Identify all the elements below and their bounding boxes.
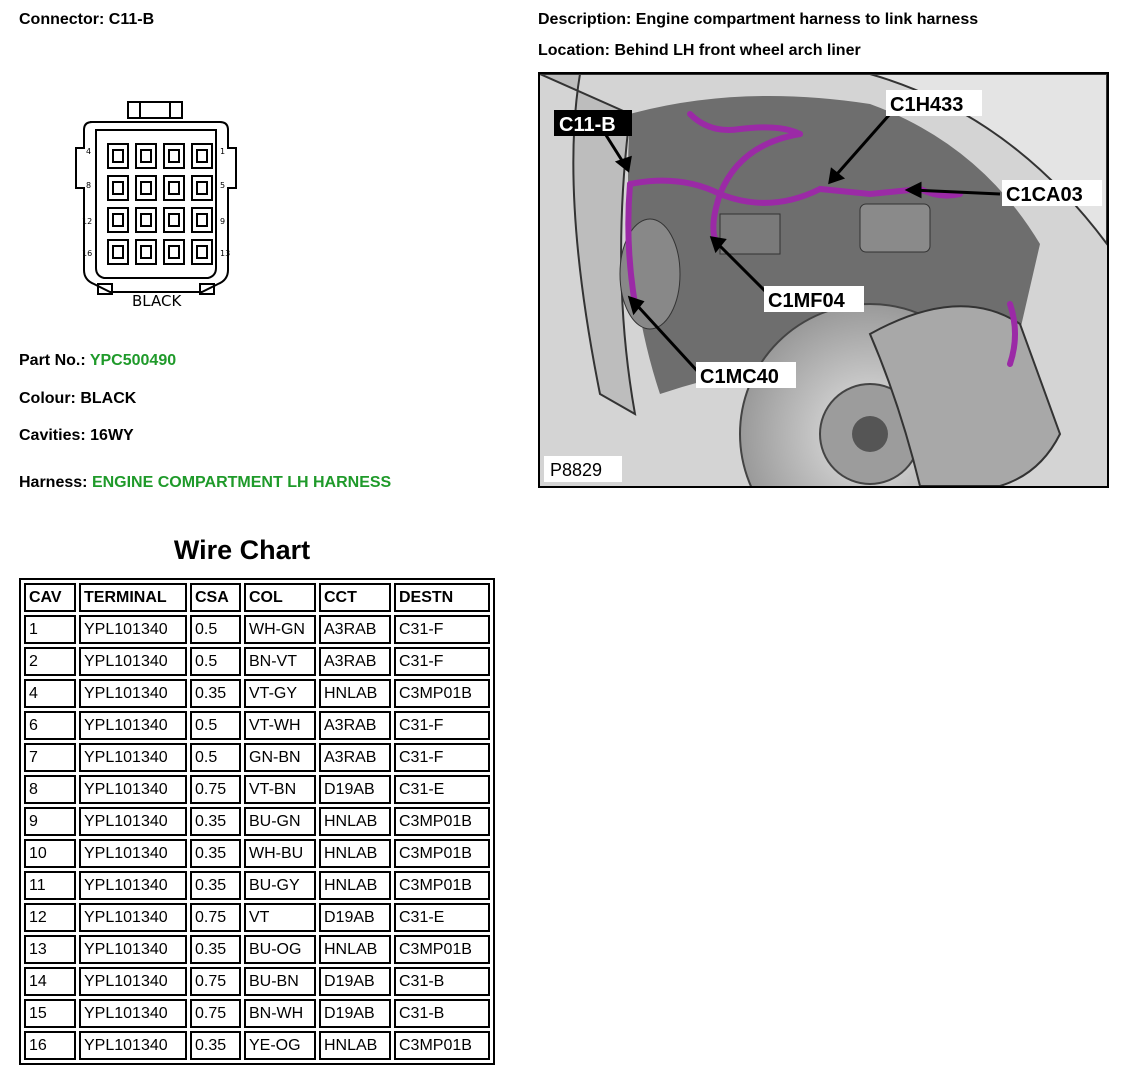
cell-csa: 0.5 xyxy=(190,615,241,644)
part-number: Part No.: YPC500490 xyxy=(19,352,177,369)
cell-csa: 0.5 xyxy=(190,743,241,772)
cell-csa: 0.35 xyxy=(190,871,241,900)
cell-cav: 4 xyxy=(24,679,76,708)
column-header-csa: CSA xyxy=(190,583,241,612)
cell-cav: 7 xyxy=(24,743,76,772)
cell-terminal: YPL101340 xyxy=(79,999,187,1028)
table-row xyxy=(24,1031,490,1060)
cavity xyxy=(192,240,212,264)
cell-destn: C31-F xyxy=(394,615,490,644)
pin-number: 4 xyxy=(86,147,92,156)
cavity xyxy=(136,240,156,264)
cell-terminal: YPL101340 xyxy=(79,711,187,740)
cell-terminal: YPL101340 xyxy=(79,615,187,644)
cavity xyxy=(192,208,212,232)
cavity xyxy=(192,144,212,168)
column-header-terminal: TERMINAL xyxy=(79,583,187,612)
cell-destn: C3MP01B xyxy=(394,679,490,708)
table-header-row xyxy=(24,583,490,612)
cavity-terminal xyxy=(197,182,207,194)
pin-number: 12 xyxy=(82,217,93,226)
cavity-terminal xyxy=(141,246,151,258)
cavity-terminal xyxy=(197,246,207,258)
table-row xyxy=(24,839,490,868)
column-header-cav: CAV xyxy=(24,583,76,612)
figure-id: P8829 xyxy=(550,460,603,480)
cavity xyxy=(136,208,156,232)
cell-col: BN-VT xyxy=(244,647,316,676)
cell-destn: C3MP01B xyxy=(394,1031,490,1060)
cavity xyxy=(164,240,184,264)
cell-cct: HNLAB xyxy=(319,935,391,964)
column-header-col: COL xyxy=(244,583,316,612)
connector-title: Connector: C11-B xyxy=(19,11,155,28)
cell-destn: C31-B xyxy=(394,999,490,1028)
cell-cct: HNLAB xyxy=(319,871,391,900)
location: Location: Behind LH front wheel arch liner xyxy=(538,42,861,59)
cell-cct: HNLAB xyxy=(319,1031,391,1060)
cell-destn: C31-F xyxy=(394,711,490,740)
cell-cav: 13 xyxy=(24,935,76,964)
wheel-arch-illustration xyxy=(540,74,1107,486)
harness: Harness: ENGINE COMPARTMENT LH HARNESS xyxy=(19,474,392,491)
cell-cct: HNLAB xyxy=(319,839,391,868)
cell-cav: 6 xyxy=(24,711,76,740)
pin-number: 5 xyxy=(220,181,226,190)
cavity-terminal xyxy=(169,150,179,162)
cell-destn: C3MP01B xyxy=(394,935,490,964)
colour-value: BLACK xyxy=(80,390,137,407)
callout-label: C11-B xyxy=(559,114,616,136)
column-header-destn: DESTN xyxy=(394,583,490,612)
cell-destn: C3MP01B xyxy=(394,871,490,900)
cell-cct: A3RAB xyxy=(319,743,391,772)
cell-cav: 14 xyxy=(24,967,76,996)
cell-cct: D19AB xyxy=(319,775,391,804)
cell-col: YE-OG xyxy=(244,1031,316,1060)
cavity-terminal xyxy=(141,214,151,226)
cavity xyxy=(136,144,156,168)
cavity xyxy=(108,208,128,232)
cavity-terminal xyxy=(169,246,179,258)
cell-destn: C31-E xyxy=(394,903,490,932)
cavity xyxy=(108,176,128,200)
cell-col: VT xyxy=(244,903,316,932)
cavities: Cavities: 16WY xyxy=(19,427,134,444)
cell-cct: D19AB xyxy=(319,967,391,996)
cell-cav: 2 xyxy=(24,647,76,676)
cell-cct: A3RAB xyxy=(319,615,391,644)
connector-face-drawing xyxy=(70,100,245,315)
cell-col: BU-OG xyxy=(244,935,316,964)
wire-chart-table xyxy=(19,578,495,1065)
cavity xyxy=(192,176,212,200)
cell-terminal: YPL101340 xyxy=(79,647,187,676)
table-row xyxy=(24,647,490,676)
cell-csa: 0.75 xyxy=(190,967,241,996)
cell-terminal: YPL101340 xyxy=(79,903,187,932)
cell-cct: D19AB xyxy=(319,999,391,1028)
cell-cav: 10 xyxy=(24,839,76,868)
cavity xyxy=(164,176,184,200)
cell-destn: C31-E xyxy=(394,775,490,804)
description-value: Engine compartment harness to link harness xyxy=(635,11,979,28)
location-photo xyxy=(538,72,1109,488)
cell-col: BU-GN xyxy=(244,807,316,836)
column-header-cct: CCT xyxy=(319,583,391,612)
cell-cav: 12 xyxy=(24,903,76,932)
table-row xyxy=(24,999,490,1028)
cell-csa: 0.35 xyxy=(190,1031,241,1060)
cavity xyxy=(108,240,128,264)
cell-cct: HNLAB xyxy=(319,679,391,708)
cell-cct: D19AB xyxy=(319,903,391,932)
cavity-terminal xyxy=(197,214,207,226)
connector-diagram xyxy=(70,100,245,315)
cell-terminal: YPL101340 xyxy=(79,1031,187,1060)
cavity-terminal xyxy=(197,150,207,162)
cell-terminal: YPL101340 xyxy=(79,967,187,996)
wire-chart-title: Wire Chart xyxy=(173,535,311,565)
cell-col: VT-BN xyxy=(244,775,316,804)
cell-col: WH-BU xyxy=(244,839,316,868)
table-row xyxy=(24,903,490,932)
table-row xyxy=(24,871,490,900)
colour: Colour: BLACK xyxy=(19,390,137,407)
cell-col: BU-GY xyxy=(244,871,316,900)
cell-cav: 9 xyxy=(24,807,76,836)
cell-csa: 0.75 xyxy=(190,775,241,804)
cell-terminal: YPL101340 xyxy=(79,743,187,772)
cavity-terminal xyxy=(113,246,123,258)
cell-csa: 0.75 xyxy=(190,999,241,1028)
cavity xyxy=(164,208,184,232)
harness-value: ENGINE COMPARTMENT LH HARNESS xyxy=(91,474,392,491)
pin-number: 16 xyxy=(82,249,93,258)
callout-label: C1H433 xyxy=(890,94,964,116)
cavity xyxy=(164,144,184,168)
cavity-terminal xyxy=(113,182,123,194)
description: Description: Engine compartment harness to link harness xyxy=(538,11,979,28)
cell-col: BU-BN xyxy=(244,967,316,996)
cell-terminal: YPL101340 xyxy=(79,807,187,836)
cavities-value: 16WY xyxy=(90,427,134,444)
cell-csa: 0.35 xyxy=(190,679,241,708)
cell-csa: 0.35 xyxy=(190,839,241,868)
cell-cav: 15 xyxy=(24,999,76,1028)
cell-csa: 0.5 xyxy=(190,647,241,676)
cell-csa: 0.5 xyxy=(190,711,241,740)
cell-csa: 0.35 xyxy=(190,807,241,836)
cell-csa: 0.75 xyxy=(190,903,241,932)
table-row xyxy=(24,775,490,804)
cell-csa: 0.35 xyxy=(190,935,241,964)
cavity-terminal xyxy=(141,150,151,162)
cavity-terminal xyxy=(141,182,151,194)
cell-cct: A3RAB xyxy=(319,711,391,740)
cavity-terminal xyxy=(113,150,123,162)
cell-cav: 16 xyxy=(24,1031,76,1060)
cell-cct: A3RAB xyxy=(319,647,391,676)
cell-terminal: YPL101340 xyxy=(79,775,187,804)
table-row xyxy=(24,743,490,772)
cell-terminal: YPL101340 xyxy=(79,679,187,708)
cavity xyxy=(108,144,128,168)
table-row xyxy=(24,967,490,996)
cell-destn: C3MP01B xyxy=(394,839,490,868)
cell-destn: C31-F xyxy=(394,647,490,676)
pin-number: 8 xyxy=(86,181,92,190)
cell-col: VT-WH xyxy=(244,711,316,740)
connector-colour-label: BLACK xyxy=(132,292,182,310)
cell-col: GN-BN xyxy=(244,743,316,772)
cell-terminal: YPL101340 xyxy=(79,935,187,964)
pin-number: 13 xyxy=(220,249,231,258)
cavity xyxy=(136,176,156,200)
cell-col: BN-WH xyxy=(244,999,316,1028)
cavity-terminal xyxy=(169,214,179,226)
cell-terminal: YPL101340 xyxy=(79,839,187,868)
callout-label: C1MC40 xyxy=(700,366,779,388)
cell-cav: 8 xyxy=(24,775,76,804)
cell-terminal: YPL101340 xyxy=(79,871,187,900)
connector-id: C11-B xyxy=(108,11,155,28)
table-row xyxy=(24,615,490,644)
table-row xyxy=(24,711,490,740)
table-row xyxy=(24,807,490,836)
table-row xyxy=(24,935,490,964)
cell-destn: C31-B xyxy=(394,967,490,996)
cavity-terminal xyxy=(169,182,179,194)
table-row xyxy=(24,679,490,708)
cavity-terminal xyxy=(113,214,123,226)
part-number-value: YPC500490 xyxy=(89,352,177,369)
cell-cct: HNLAB xyxy=(319,807,391,836)
cell-col: VT-GY xyxy=(244,679,316,708)
callout-label: C1CA03 xyxy=(1006,184,1083,206)
callout-label: C1MF04 xyxy=(768,290,845,312)
pin-number: 9 xyxy=(220,217,226,226)
cell-cav: 11 xyxy=(24,871,76,900)
location-value: Behind LH front wheel arch liner xyxy=(614,42,861,59)
cell-destn: C31-F xyxy=(394,743,490,772)
cell-destn: C3MP01B xyxy=(394,807,490,836)
pin-number: 1 xyxy=(220,147,226,156)
cell-col: WH-GN xyxy=(244,615,316,644)
cell-cav: 1 xyxy=(24,615,76,644)
